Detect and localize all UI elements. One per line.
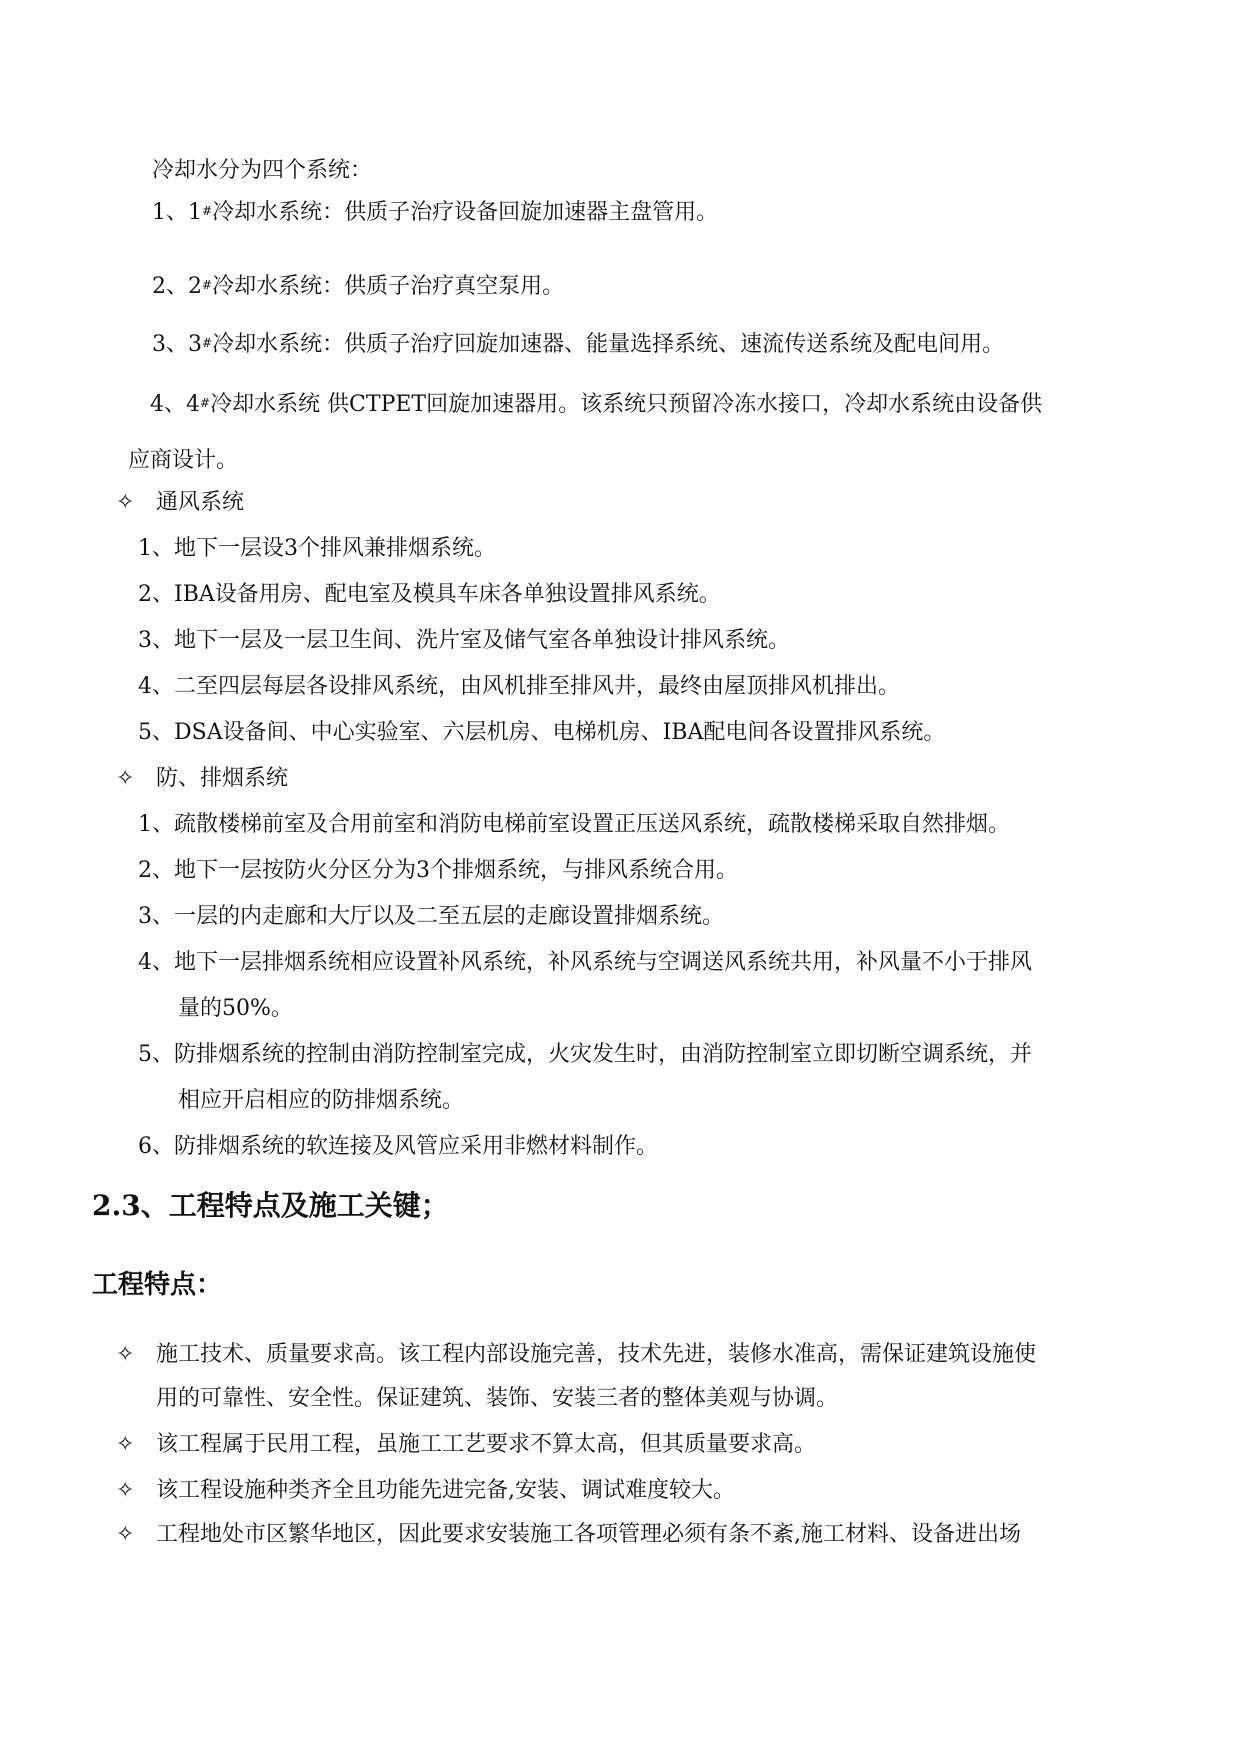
cooling-item-1: 1、1#冷却水系统：供质子治疗设备回旋加速器主盘管用。 <box>152 200 719 225</box>
feature-item-1: 施工技术、质量要求高。该工程内部设施完善，技术先进，装修水准高，需保证建筑设施使 <box>156 1342 1037 1367</box>
diamond-bullet-icon: ✧ <box>116 1342 135 1367</box>
smoke-item-2: 2、地下一层按防火分区分为3个排烟系统，与排风系统合用。 <box>138 858 738 883</box>
diamond-bullet-icon: ✧ <box>116 766 135 791</box>
smoke-item-1: 1、疏散楼梯前室及合用前室和消防电梯前室设置正压送风系统，疏散楼梯采取自然排烟。 <box>138 812 1011 837</box>
diamond-bullet-icon: ✧ <box>116 1522 135 1547</box>
feature-item-3: 该工程设施种类齐全且功能先进完备,安装、调试难度较大。 <box>156 1478 735 1503</box>
cooling-item-2: 2、2#冷却水系统：供质子治疗真空泵用。 <box>152 274 565 299</box>
feature-item-4: 工程地处市区繁华地区，因此要求安装施工各项管理必须有条不紊,施工材料、设备进出场 <box>156 1522 1021 1547</box>
section-subheading: 工程特点： <box>92 1270 223 1300</box>
feature-item-2: 该工程属于民用工程，虽施工工艺要求不算太高，但其质量要求高。 <box>156 1432 817 1457</box>
diamond-bullet-icon: ✧ <box>116 490 135 515</box>
smoke-item-5-cont: 相应开启相应的防排烟系统。 <box>178 1088 465 1113</box>
ventilation-title: 通风系统 <box>156 490 245 515</box>
cooling-item-4-cont: 应商设计。 <box>128 448 239 473</box>
smoke-item-4: 4、地下一层排烟系统相应设置补风系统，补风系统与空调送风系统共用，补风量不小于排风 <box>138 950 1033 975</box>
ventilation-item-4: 4、二至四层每层各设排风系统，由风机排至排风井，最终由屋顶排风机排出。 <box>138 674 900 699</box>
smoke-item-3: 3、一层的内走廊和大厅以及二至五层的走廊设置排烟系统。 <box>138 904 724 929</box>
smoke-item-5: 5、防排烟系统的控制由消防控制室完成，火灾发生时，由消防控制室立即切断空调系统，并 <box>138 1042 1033 1067</box>
ventilation-item-2: 2、IBA设备用房、配电室及模具车床各单独设置排风系统。 <box>138 582 721 607</box>
smoke-title: 防、排烟系统 <box>156 766 289 791</box>
smoke-item-6: 6、防排烟系统的软连接及风管应采用非燃材料制作。 <box>138 1134 658 1159</box>
cooling-item-4: 4、4#冷却水系统 供CTPET回旋加速器用。该系统只预留冷冻水接口，冷却水系统由设备供 <box>150 392 1043 417</box>
feature-item-1-cont: 用的可靠性、安全性。保证建筑、装饰、安装三者的整体美观与协调。 <box>156 1386 839 1411</box>
section-heading: 2.3、工程特点及施工关键； <box>92 1189 449 1222</box>
diamond-bullet-icon: ✧ <box>116 1478 135 1503</box>
diamond-bullet-icon: ✧ <box>116 1432 135 1457</box>
smoke-item-4-cont: 量的50%。 <box>178 996 293 1021</box>
ventilation-item-3: 3、地下一层及一层卫生间、洗片室及储气室各单独设计排风系统。 <box>138 628 790 653</box>
ventilation-item-1: 1、地下一层设3个排风兼排烟系统。 <box>138 536 496 561</box>
cooling-item-3: 3、3#冷却水系统：供质子治疗回旋加速器、能量选择系统、速流传送系统及配电间用。 <box>152 332 1005 357</box>
cooling-intro: 冷却水分为四个系统： <box>152 158 373 183</box>
ventilation-item-5: 5、DSA设备间、中心实验室、六层机房、电梯机房、IBA配电间各设置排风系统。 <box>138 720 946 745</box>
